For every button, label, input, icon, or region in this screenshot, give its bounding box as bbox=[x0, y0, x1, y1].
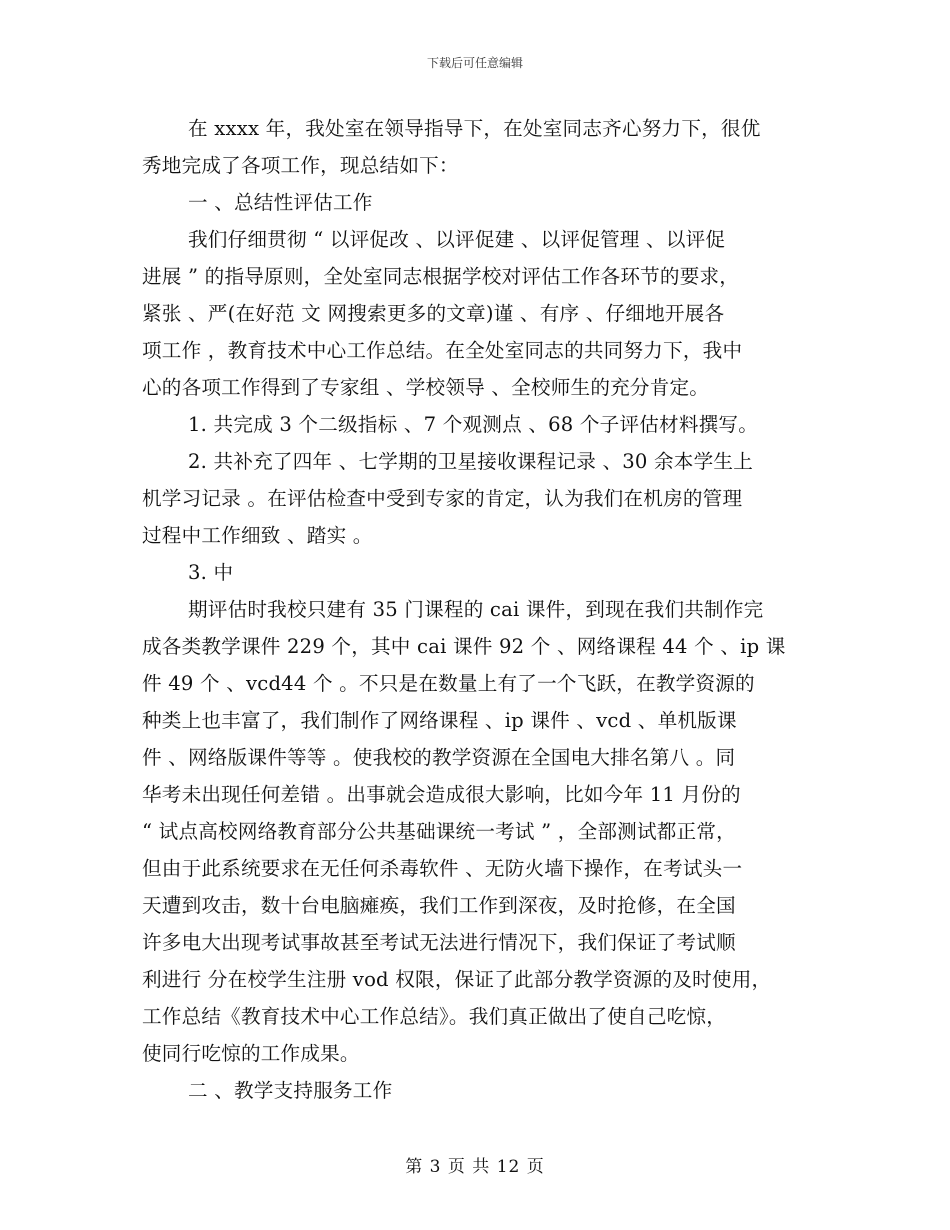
paragraph-line: 在 xxxx 年，我处室在领导指导下，在处室同志齐心努力下，很优 bbox=[188, 117, 761, 140]
paragraph-line: 件 49 个 、vcd44 个 。不只是在数量上有了一个飞跃，在教学资源的 bbox=[142, 672, 755, 695]
paragraph-line: 工作总结《教育技术中心工作总结》。我们真正做出了使自己吃惊， bbox=[142, 1005, 727, 1028]
paragraph-line: 利进行 分在校学生注册 vod 权限，保证了此部分教学资源的及时使用， bbox=[142, 968, 772, 991]
paragraph-line: 过程中工作细致 、踏实 。 bbox=[142, 524, 373, 547]
paragraph-line: 但由于此系统要求在无任何杀毒软件 、无防火墙下操作，在考试头一 bbox=[142, 857, 743, 880]
list-item: 1. 共完成 3 个二级指标 、7 个观测点 、68 个子评估材料撰写。 bbox=[188, 413, 759, 436]
paragraph-line: 期评估时我校只建有 35 门课程的 cai 课件，到现在我们共制作完 bbox=[188, 598, 764, 621]
list-item: 3. 中 bbox=[188, 561, 234, 584]
paragraph-line: 种类上也丰富了，我们制作了网络课程 、ip 课件 、vcd 、单机版课 bbox=[142, 709, 737, 732]
paragraph-line: 许多电大出现考试事故甚至考试无法进行情况下，我们保证了考试顺 bbox=[142, 931, 736, 954]
paragraph-line: 件 、网络版课件等等 。使我校的教学资源在全国电大排名第八 。同 bbox=[142, 746, 736, 769]
list-item: 2. 共补充了四年 、七学期的卫星接收课程记录 、30 余本学生上 bbox=[188, 450, 753, 473]
paragraph-line: 我们仔细贯彻 “ 以评促改 、以评促建 、以评促管理 、以评促 bbox=[188, 228, 726, 251]
paragraph-line: 心的各项工作得到了专家组 、学校领导 、全校师生的充分肯定。 bbox=[142, 376, 710, 399]
paragraph-line: 秀地完成了各项工作，现总结如下： bbox=[142, 154, 459, 177]
section-heading: 一 、总结性评估工作 bbox=[188, 191, 373, 214]
section-heading: 二 、教学支持服务工作 bbox=[188, 1079, 393, 1102]
document-body bbox=[142, 110, 814, 1109]
paragraph-line: 进展 ” 的指导原则，全处室同志根据学校对评估工作各环节的要求， bbox=[142, 265, 740, 288]
page-number: 第 3 页 共 12 页 bbox=[405, 1157, 545, 1177]
page-header: 下载后可任意编辑 bbox=[426, 56, 523, 70]
paragraph-line: “ 试点高校网络教育部分公共基础课统一考试 ” ，全部测试都正常， bbox=[142, 820, 736, 843]
paragraph-line: 项工作 ，教育技术中心工作总结。在全处室同志的共同努力下，我中 bbox=[142, 339, 743, 362]
paragraph-line: 华考未出现任何差错 。出事就会造成很大影响，比如今年 11 月份的 bbox=[142, 783, 741, 806]
paragraph-line: 机学习记录 。在评估检查中受到专家的肯定，认为我们在机房的管理 bbox=[142, 487, 743, 510]
paragraph-line: 天遭到攻击，数十台电脑瘫痪，我们工作到深夜，及时抢修，在全国 bbox=[142, 894, 736, 917]
paragraph-line: 紧张 、严(在好范 文 网搜索更多的文章)谨 、有序 、仔细地开展各 bbox=[142, 302, 725, 325]
paragraph-line: 使同行吃惊的工作成果。 bbox=[142, 1042, 360, 1065]
paragraph-line: 成各类教学课件 229 个，其中 cai 课件 92 个 、网络课程 44 个 、ip 课 bbox=[142, 635, 786, 658]
